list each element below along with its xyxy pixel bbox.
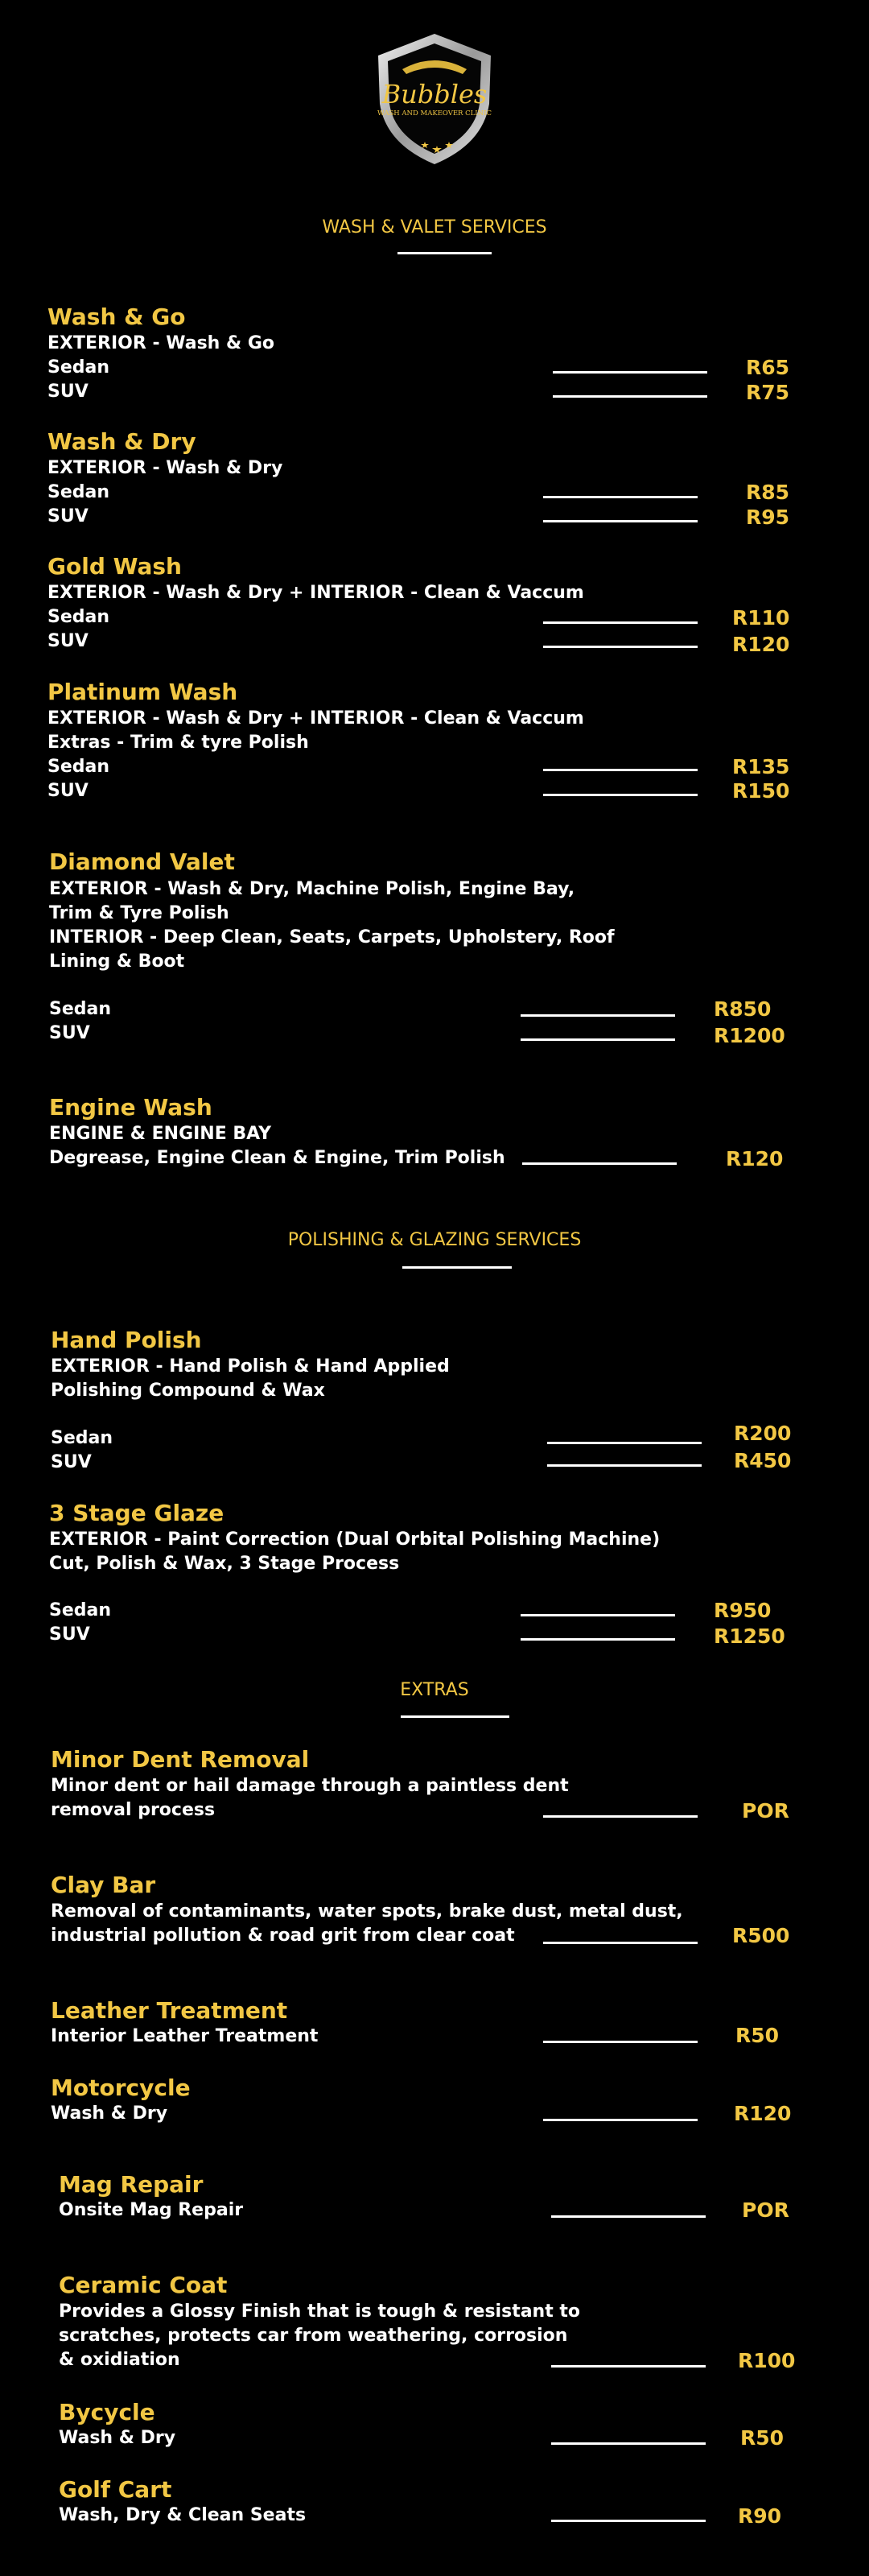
service-description: Removal of contaminants, water spots, brake dust, metal dust, — [51, 1901, 683, 1922]
service-description: Degrease, Engine Clean & Engine, Trim Polish — [49, 1148, 505, 1168]
service-description: INTERIOR - Deep Clean, Seats, Carpets, Upholstery, Roof — [49, 927, 615, 947]
service-description: scratches, protects car from weathering, corrosion — [59, 2326, 568, 2346]
service-description: Provides a Glossy Finish that is tough & resistant to — [59, 2301, 581, 2322]
service-title: Hand Polish — [51, 1327, 202, 1353]
price: POR — [742, 2198, 789, 2222]
price: R500 — [732, 1924, 790, 1947]
service-description: Interior Leather Treatment — [51, 2026, 319, 2046]
price: R75 — [746, 381, 790, 404]
price: R150 — [732, 779, 790, 803]
size-label: SUV — [47, 382, 89, 402]
size-label: Sedan — [49, 1600, 112, 1620]
price-leader — [543, 496, 698, 498]
price: R120 — [726, 1147, 784, 1170]
service-description: removal process — [51, 1800, 216, 1820]
price: R110 — [732, 606, 790, 630]
price-leader — [543, 794, 698, 796]
size-label: SUV — [51, 1452, 92, 1472]
price-leader — [521, 1614, 675, 1616]
price: R65 — [746, 356, 790, 379]
service-title: Platinum Wash — [47, 679, 238, 705]
service-description: Extras - Trim & tyre Polish — [47, 733, 309, 753]
price: R95 — [746, 506, 790, 529]
price: R120 — [732, 633, 790, 656]
price-leader — [543, 1815, 698, 1818]
service-description: Minor dent or hail damage through a paintless dent — [51, 1776, 569, 1796]
service-description: Trim & Tyre Polish — [49, 903, 229, 923]
price: R100 — [738, 2349, 796, 2372]
service-description: EXTERIOR - Wash & Go — [47, 333, 275, 353]
price-leader — [521, 1014, 675, 1017]
price: R85 — [746, 481, 790, 504]
price: R200 — [734, 1422, 792, 1445]
price: POR — [742, 1799, 789, 1823]
price: R950 — [714, 1599, 772, 1622]
size-label: Sedan — [51, 1428, 113, 1448]
price: R120 — [734, 2102, 792, 2125]
price-leader — [543, 520, 698, 522]
service-title: Engine Wash — [49, 1094, 212, 1121]
price-leader — [547, 1442, 702, 1444]
price: R1250 — [714, 1624, 785, 1648]
service-title: Minor Dent Removal — [51, 1746, 310, 1773]
price-leader — [551, 2520, 706, 2522]
size-label: Sedan — [47, 357, 110, 378]
size-label: SUV — [47, 781, 89, 801]
price-leader — [543, 2041, 698, 2043]
price: R1200 — [714, 1024, 785, 1047]
size-label: SUV — [49, 1624, 90, 1645]
price-leader — [551, 2365, 706, 2368]
service-title: Diamond Valet — [49, 848, 235, 875]
section-heading-extras: EXTRAS — [400, 1680, 469, 1700]
price: R850 — [714, 997, 772, 1021]
service-description: EXTERIOR - Hand Polish & Hand Applied — [51, 1356, 450, 1377]
price-leader — [543, 1942, 698, 1944]
size-label: Sedan — [47, 757, 110, 777]
service-description: Lining & Boot — [49, 952, 185, 972]
service-description: EXTERIOR - Wash & Dry — [47, 458, 283, 478]
service-description: Wash & Dry — [59, 2428, 176, 2448]
service-description: EXTERIOR - Paint Correction (Dual Orbital Polishing Machine) — [49, 1530, 661, 1550]
section-heading-wash: WASH & VALET SERVICES — [322, 217, 547, 237]
price: R90 — [738, 2504, 782, 2528]
price-leader — [547, 1464, 702, 1467]
service-description: Polishing Compound & Wax — [51, 1381, 325, 1401]
price: R50 — [735, 2024, 780, 2047]
service-title: Wash & Dry — [47, 428, 196, 455]
service-title: Leather Treatment — [51, 1997, 288, 2024]
service-title: Bycycle — [59, 2399, 155, 2425]
service-title: Ceramic Coat — [59, 2272, 228, 2298]
price: R450 — [734, 1449, 792, 1472]
service-description: Onsite Mag Repair — [59, 2200, 244, 2220]
price-leader — [521, 1038, 675, 1041]
price-leader — [521, 1638, 675, 1641]
price-leader — [543, 646, 698, 648]
size-label: SUV — [47, 506, 89, 526]
section-underline — [401, 1715, 509, 1718]
service-title: Wash & Go — [47, 303, 186, 330]
size-label: SUV — [49, 1023, 90, 1043]
service-description: Wash, Dry & Clean Seats — [59, 2505, 307, 2525]
service-title: Clay Bar — [51, 1872, 156, 1898]
size-label: Sedan — [47, 607, 110, 627]
brand-logo — [354, 27, 515, 172]
price-leader — [543, 769, 698, 771]
service-title: 3 Stage Glaze — [49, 1500, 224, 1526]
service-title: Gold Wash — [47, 553, 182, 580]
brand-name: Bubbles — [381, 79, 488, 109]
service-description: EXTERIOR - Wash & Dry + INTERIOR - Clean & Vaccum — [47, 708, 584, 729]
service-title: Mag Repair — [59, 2171, 204, 2198]
price-leader — [522, 1162, 677, 1165]
service-description: Wash & Dry — [51, 2103, 168, 2124]
size-label: Sedan — [49, 999, 112, 1019]
price-leader — [551, 2442, 706, 2445]
service-description: ENGINE & ENGINE BAY — [49, 1124, 272, 1144]
price: R50 — [740, 2426, 785, 2450]
price-leader — [543, 2119, 698, 2121]
price: R135 — [732, 755, 790, 778]
service-description: Cut, Polish & Wax, 3 Stage Process — [49, 1554, 400, 1574]
price-leader — [543, 621, 698, 624]
section-underline — [397, 252, 492, 254]
service-title: Motorcycle — [51, 2074, 191, 2101]
brand-tagline: WASH AND MAKEOVER CLINIC — [377, 109, 492, 118]
size-label: Sedan — [47, 482, 110, 502]
price-leader — [553, 395, 707, 398]
price-leader — [551, 2215, 706, 2218]
service-description: EXTERIOR - Wash & Dry + INTERIOR - Clean & Vaccum — [47, 583, 584, 603]
section-underline — [402, 1266, 512, 1269]
size-label: SUV — [47, 631, 89, 651]
service-description: EXTERIOR - Wash & Dry, Machine Polish, Engine Bay, — [49, 879, 575, 899]
service-description: & oxidiation — [59, 2350, 180, 2370]
service-description: industrial pollution & road grit from clear coat — [51, 1926, 515, 1946]
price-leader — [553, 371, 707, 374]
section-heading-polish: POLISHING & GLAZING SERVICES — [287, 1230, 582, 1250]
service-title: Golf Cart — [59, 2476, 172, 2503]
